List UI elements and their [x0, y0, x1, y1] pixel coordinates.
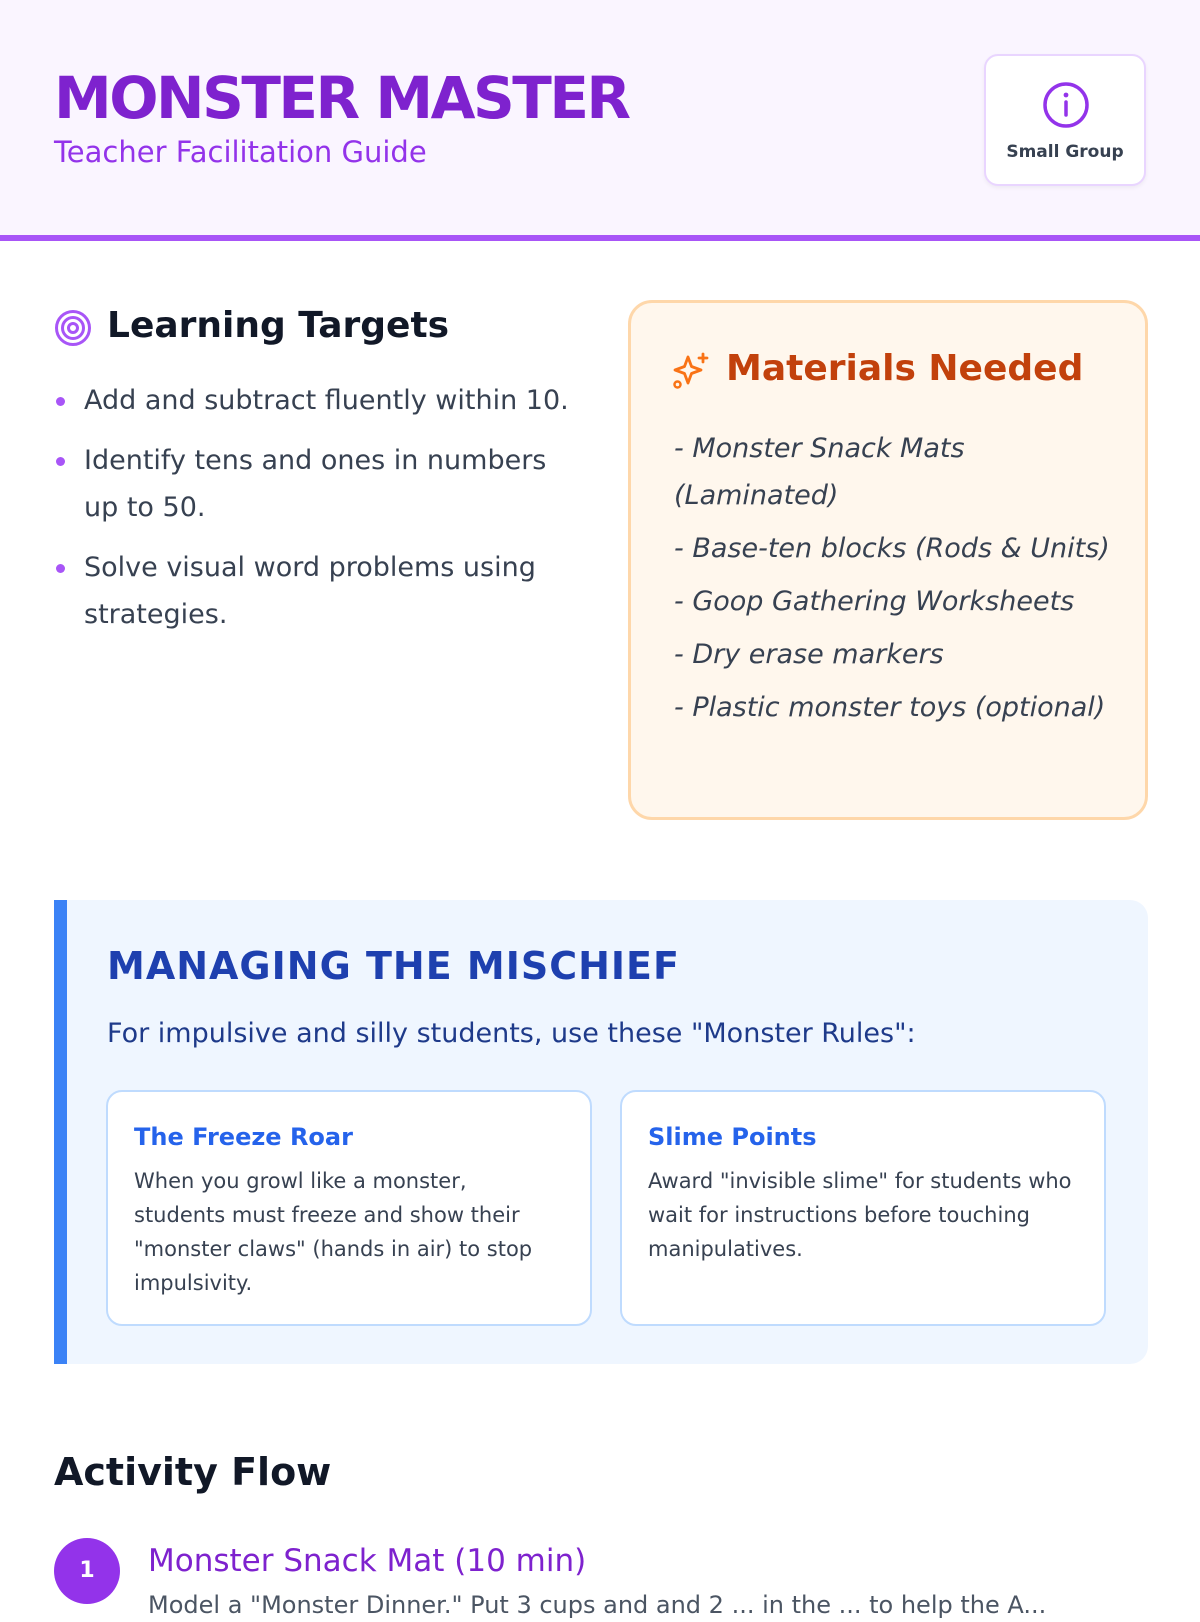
list-item: - Goop Gathering Worksheets	[674, 586, 1075, 617]
materials-title: Materials Needed	[726, 348, 1084, 389]
step-number-badge: 1	[54, 1538, 120, 1604]
target-icon	[54, 309, 92, 347]
list-item: Solve visual word problems using strategies.	[54, 544, 574, 638]
info-icon	[1041, 80, 1091, 130]
rule-card-slime-points	[620, 1090, 1106, 1326]
list-item: - Plastic monster toys (optional)	[674, 692, 1106, 723]
group-size-badge	[984, 54, 1146, 186]
mischief-title: MANAGING THE MISCHIEF	[107, 944, 680, 988]
badge-label: Small Group	[1006, 142, 1124, 162]
rule-title: Slime Points	[648, 1123, 817, 1151]
rule-card-freeze-roar	[106, 1090, 592, 1326]
materials-card	[628, 300, 1148, 820]
page-subtitle: Teacher Facilitation Guide	[54, 135, 427, 169]
list-item: Identify tens and ones in numbers up to 50.	[54, 437, 574, 531]
step-title: Monster Snack Mat (10 min)	[148, 1543, 587, 1579]
rule-text: When you growl like a monster, students must freeze and show their "monster claws" (hands in air) to stop impulsivity.	[134, 1169, 533, 1295]
list-item: - Monster Snack Mats (Laminated)	[674, 433, 965, 511]
activity-flow-title: Activity Flow	[54, 1450, 332, 1494]
list-item: Add and subtract fluently within 10.	[54, 377, 574, 424]
mischief-intro: For impulsive and silly students, use these "Monster Rules":	[107, 1018, 916, 1049]
sparkles-icon	[671, 351, 711, 391]
list-item: - Dry erase markers	[674, 639, 944, 670]
page-title: MONSTER MASTER	[54, 64, 629, 132]
step-description: Model a "Monster Dinner." Put 3 cups and and 2 ... in the ... to help the A...	[148, 1591, 1047, 1619]
list-item: - Base-ten blocks (Rods & Units)	[674, 533, 1110, 564]
materials-list	[674, 425, 1134, 737]
rule-title: The Freeze Roar	[134, 1123, 353, 1151]
mischief-callout	[54, 900, 1148, 1364]
learning-targets-list	[54, 377, 574, 651]
guide-header	[0, 0, 1200, 241]
learning-targets-title: Learning Targets	[107, 305, 450, 346]
rule-text: Award "invisible slime" for students who wait for instructions before touching manipulatives.	[648, 1169, 1072, 1261]
